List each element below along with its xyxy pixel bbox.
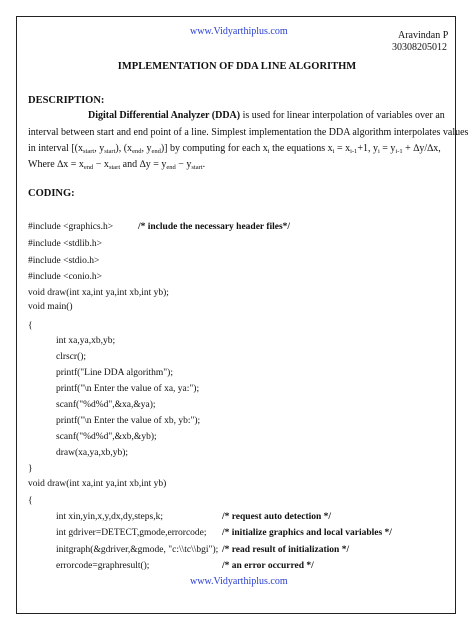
code-text: int xin,yin,x,y,dx,dy,steps,k; <box>56 512 163 522</box>
code-text: clrscr(); <box>56 352 87 362</box>
code-text: scanf("%d%d",&xb,&yb); <box>56 432 157 442</box>
code-text: printf("\n Enter the value of xb, yb:"); <box>56 416 201 426</box>
code-comment: /* include the necessary header files*/ <box>138 222 291 232</box>
code-comment: /* read result of initialization */ <box>222 545 350 555</box>
code-text: #include <conio.h> <box>28 272 103 282</box>
code-line <box>28 496 33 506</box>
code-line <box>56 368 173 378</box>
description-line-2: interval between start and end point of a line. Simplest implementation the DDA algorithm interpolates values <box>28 127 469 138</box>
code-text: initgraph(&gdriver,&gmode, "c:\\tc\\bgi"); <box>56 545 219 555</box>
code-line <box>28 222 113 232</box>
code-line <box>56 336 115 346</box>
code-text: void draw(int xa,int ya,int xb,int yb) <box>28 479 167 489</box>
code-text: printf("\n Enter the value of xa, ya:"); <box>56 384 200 394</box>
code-text: errorcode=graphresult(); <box>56 561 150 571</box>
footer-url[interactable]: www.Vidyarthiplus.com <box>190 576 288 587</box>
code-line <box>28 239 102 249</box>
code-line <box>56 352 86 362</box>
code-text: scanf("%d%d",&xa,&ya); <box>56 400 156 410</box>
code-text: #include <graphics.h> <box>28 222 114 232</box>
code-line <box>56 512 163 522</box>
code-line <box>56 400 156 410</box>
code-line <box>28 464 33 474</box>
code-text: int gdriver=DETECT,gmode,errorcode; <box>56 528 207 538</box>
code-line <box>56 545 218 555</box>
code-text: { <box>28 321 33 331</box>
author-id: 30308205012 <box>392 42 447 53</box>
code-line <box>56 561 149 571</box>
description-line-4: Where $\Delta x = x_{end} - x_{start}$ and $\Delta y = y_{end} - y_{start}$. <box>28 159 206 171</box>
code-line <box>56 416 200 426</box>
code-line <box>28 288 169 298</box>
code-line <box>56 448 128 458</box>
code-comment: /* request auto detection */ <box>222 512 332 522</box>
header-url[interactable]: www.Vidyarthiplus.com <box>190 26 288 37</box>
description-line-1: Digital Differential Analyzer (DDA) is used for linear interpolation of variables over an <box>88 110 445 121</box>
code-line <box>28 321 33 331</box>
code-text: draw(xa,ya,xb,yb); <box>56 448 129 458</box>
code-text: void main() <box>28 302 73 312</box>
code-text: printf("Line DDA algorithm"); <box>56 368 173 378</box>
code-line <box>56 384 199 394</box>
code-line <box>56 528 207 538</box>
code-text: #include <stdlib.h> <box>28 239 103 249</box>
code-comment: /* an error occurred */ <box>222 561 314 571</box>
description-heading: DESCRIPTION: <box>28 95 105 106</box>
dda-term: Digital Differential Analyzer (DDA) <box>88 110 241 121</box>
code-line <box>56 432 157 442</box>
coding-heading: CODING: <box>28 188 75 199</box>
code-comment: /* initialize graphics and local variables */ <box>222 528 392 538</box>
description-line-3: in interval [($x_{start}$, $y_{start}$), ($x_{end}$, $y_{end}$)] by computing for each $x_i$ the equations $x_i = x_{i-1}+1$, $y_i = y_{i-1} + \Delta y/\Delta x$, <box>28 143 441 155</box>
code-text: int xa,ya,xb,yb; <box>56 336 116 346</box>
code-text: { <box>28 496 33 506</box>
code-text: #include <stdio.h> <box>28 256 100 266</box>
code-line <box>28 272 102 282</box>
code-line <box>28 256 99 266</box>
code-text: void draw(int xa,int ya,int xb,int yb); <box>28 288 169 298</box>
author-name: Aravindan P <box>398 30 449 41</box>
code-line <box>28 479 166 489</box>
code-text: } <box>28 464 33 474</box>
code-line <box>28 302 73 312</box>
page-title: IMPLEMENTATION OF DDA LINE ALGORITHM <box>117 61 357 72</box>
